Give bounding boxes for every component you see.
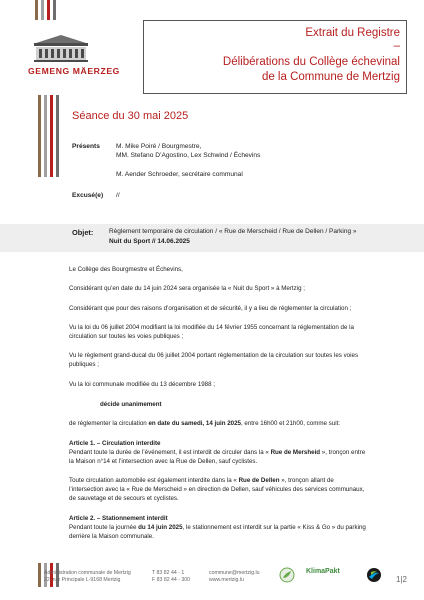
article-1-line-1-pre: Pendant toute la durée de l’événement, il est interdit de circuler dans la « — [69, 449, 271, 456]
commune-logo — [30, 33, 92, 63]
body-p3: Considérant que pour des raisons d’organisation et de sécurité, il y a lieu de réglementer la circulation ; — [69, 305, 352, 312]
article-1-p2-line-2: l’intersection avec la « Rue de Merscheid » en direction de Dellen, sauf véhicules des services communaux, — [69, 486, 365, 493]
title-line-3: de la Commune de Mertzig — [261, 71, 400, 83]
title-line-1: Extrait du Registre — [305, 27, 400, 39]
article-1-line-1-bold: Rue de Mersheid — [270, 449, 321, 456]
title-line-2: Délibérations du Collège échevinal — [222, 56, 400, 68]
article-1-title: Article 1. – Circulation interdite — [69, 440, 161, 447]
footer-web: www.mertzig.lu — [209, 577, 244, 583]
title-box — [143, 20, 407, 94]
body-p4-b: circulation sur toutes les voies publiques ; — [69, 333, 184, 340]
nature-logo-icon — [279, 567, 295, 583]
objet-label: Objet: — [72, 228, 94, 237]
footer-fax: F 83 82 44 - 300 — [152, 577, 191, 583]
article-1-line-1-post: », tronçon entre — [320, 449, 366, 456]
article-1-line-1 — [69, 449, 365, 458]
body-p5-b: publiques ; — [69, 361, 99, 368]
body-p7 — [69, 420, 340, 429]
seance-date: Séance du 30 mai 2025 — [72, 110, 189, 122]
body-p7-bold: en date du samedi, 14 juin 2025 — [148, 420, 241, 427]
excuses-label: Excusé(e) — [72, 192, 104, 199]
body-p7-post: , entre 16h00 et 21h00, comme suit: — [240, 420, 341, 427]
presents-line-1: M. Mike Poiré / Bourgmestre, — [116, 143, 202, 150]
body-p2: Considérant qu’en date du 14 juin 2024 sera organisée la « Nuit du Sport » à Mertzig ; — [69, 285, 305, 292]
title-dash: – — [393, 40, 400, 52]
article-1-line-2: la Maison n°14 et l’intersection avec la Rue de Dellen, sauf cyclistes. — [69, 458, 258, 465]
footer-admin-line-1: Administration communale de Mertzig — [44, 570, 131, 576]
decorative-stripes-top — [35, 0, 56, 20]
klimapakt-text: KlimaPakt — [306, 568, 340, 575]
body-p6: Vu la loi communale modifiée du 13 décembre 1988 ; — [69, 381, 215, 388]
article-2-line-1-post: , le stationnement est interdit sur la partie « Kiss & Go » du parking — [182, 524, 366, 531]
article-2-line-1-pre: Pendant toute la journée — [69, 524, 139, 531]
article-1-p2-line-1 — [69, 477, 334, 486]
page-number: 1|2 — [396, 575, 407, 584]
presents-line-2: MM. Stefano D’Agostino, Lex Schwind / Échevins — [116, 152, 261, 159]
footer-admin-line-2: 22, rue Principale L-9168 Mertzig — [44, 577, 121, 583]
body-p1: Le Collège des Bourgmestre et Échevins, — [69, 266, 183, 273]
article-2-line-1-bold: du 14 juin 2025 — [138, 524, 183, 531]
body-p7-pre: de réglementer la circulation — [69, 420, 149, 427]
presents-label: Présents — [72, 143, 100, 150]
footer-tel: T 83 82 44 - 1 — [152, 570, 185, 576]
article-2-title: Article 2. – Stationnement interdit — [69, 515, 168, 522]
article-1-p2-line-1-bold: Rue de Dellen — [238, 477, 280, 484]
logo-text: GEMENG MÄERZEG — [28, 66, 120, 76]
excuses-value: // — [116, 192, 120, 199]
building-icon — [30, 33, 92, 63]
body-decide: décide unanimement — [100, 401, 162, 408]
klimapakt-logo — [306, 568, 340, 575]
article-1-p2-line-1-pre: Toute circulation automobile est également interdite dans la « — [69, 477, 239, 484]
objet-line-1: Règlement temporaire de circulation / « Rue de Merscheid / Rue de Dellen / Parking » — [109, 228, 357, 235]
body-p5-a: Vu le règlement grand-ducal du 06 juillet 2004 portant réglementation de la circulation sur toutes les voies — [69, 352, 359, 359]
article-1-p2-line-3: de sauvetage et de secours et cyclistes. — [69, 495, 179, 502]
presents-line-3: M. Aender Schroeder, secrétaire communal — [116, 171, 243, 178]
decorative-stripes-left — [38, 95, 59, 177]
article-2-line-2: derrière la Maison communale. — [69, 533, 154, 540]
article-1-p2-line-1-post: », tronçon allant de — [279, 477, 334, 484]
footer-email: commune@mertzig.lu — [209, 570, 260, 576]
article-2-line-1 — [69, 524, 366, 533]
objet-line-2: Nuit du Sport // 14.06.2025 — [109, 238, 190, 245]
body-p4-a: Vu la loi du 06 juillet 2004 modifiant la loi modifiée du 14 février 1955 concernant la réglementation de la — [69, 324, 354, 331]
fairtrade-icon — [366, 567, 382, 583]
